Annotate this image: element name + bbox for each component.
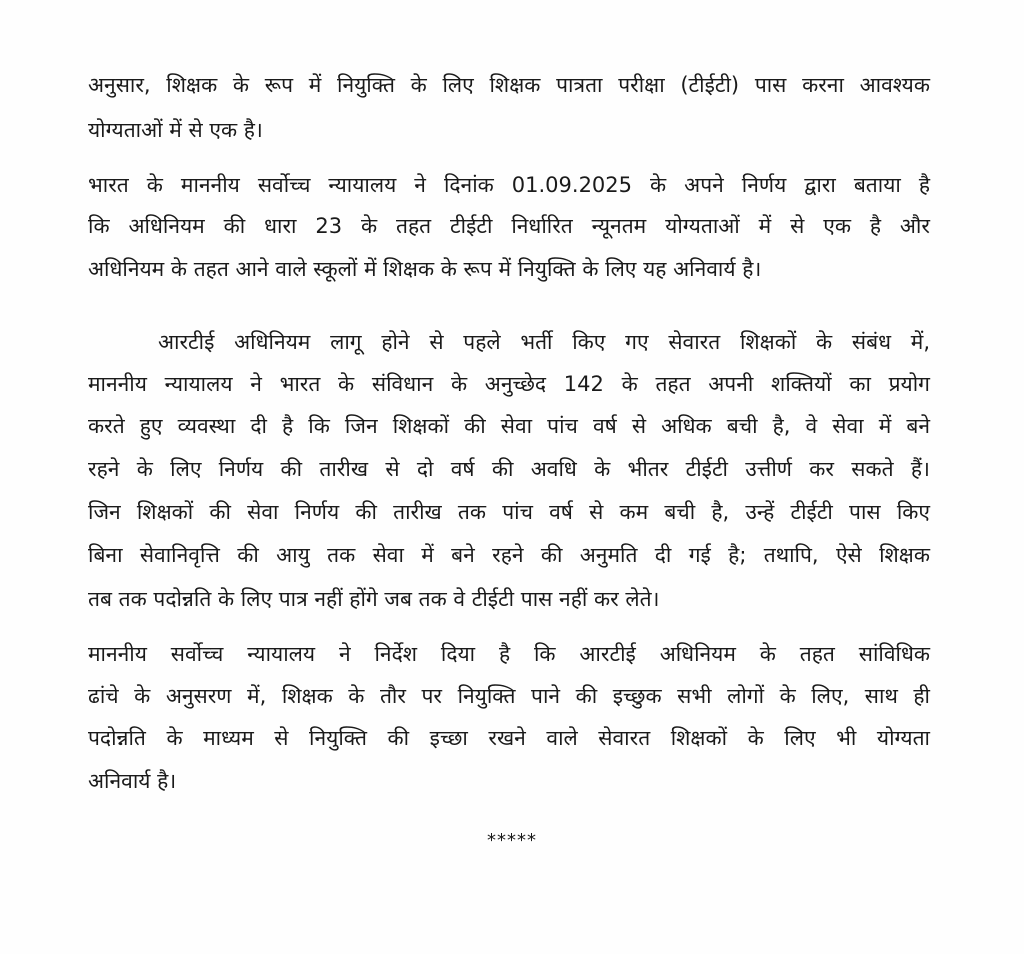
end-marker: ***** <box>487 830 537 851</box>
paragraph-3-line-4: रहने के लिए निर्णय की तारीख से दो वर्ष की अवधि के भीतर टीईटी उत्तीर्ण कर सकते हैं। <box>88 457 930 481</box>
paragraph-4-line-2: ढांचे के अनुसरण में, शिक्षक के तौर पर नियुक्ति पाने की इच्छुक सभी लोगों के लिए, साथ ही <box>88 684 930 708</box>
paragraph-2-line-2: कि अधिनियम की धारा 23 के तहत टीईटी निर्धारित न्यूनतम योग्यताओं में से एक है और <box>88 214 930 238</box>
paragraph-3-line-5: जिन शिक्षकों की सेवा निर्णय की तारीख तक पांच वर्ष से कम बची है, उन्हें टीईटी पास किए <box>88 500 930 524</box>
paragraph-4-line-4: अनिवार्य है। <box>88 769 177 793</box>
paragraph-1-line-1: अनुसार, शिक्षक के रूप में नियुक्ति के लिए शिक्षक पात्रता परीक्षा (टीईटी) पास करना आवश्यक <box>88 73 930 97</box>
paragraph-3-line-6: बिना सेवानिवृत्ति की आयु तक सेवा में बने रहने की अनुमति दी गई है; तथापि, ऐसे शिक्षक <box>88 543 930 567</box>
paragraph-3-line-3: करते हुए व्यवस्था दी है कि जिन शिक्षकों की सेवा पांच वर्ष से अधिक बची है, वे सेवा में बने <box>88 414 930 438</box>
paragraph-4-line-3: पदोन्नति के माध्यम से नियुक्ति की इच्छा रखने वाले सेवारत शिक्षकों के लिए भी योग्यता <box>88 726 930 750</box>
paragraph-3-line-7: तब तक पदोन्नति के लिए पात्र नहीं होंगे जब तक वे टीईटी पास नहीं कर लेते। <box>88 587 660 611</box>
paragraph-3-line-2: माननीय न्यायालय ने भारत के संविधान के अनुच्छेद 142 के तहत अपनी शक्तियों का प्रयोग <box>88 372 930 396</box>
paragraph-1-line-2: योग्यताओं में से एक है। <box>88 118 263 142</box>
paragraph-2-line-3: अधिनियम के तहत आने वाले स्कूलों में शिक्षक के रूप में नियुक्ति के लिए यह अनिवार्य है। <box>88 257 762 281</box>
paragraph-2-line-1: भारत के माननीय सर्वोच्च न्यायालय ने दिनांक 01.09.2025 के अपने निर्णय द्वारा बताया है <box>88 173 930 197</box>
paragraph-3-line-1: आरटीई अधिनियम लागू होने से पहले भर्ती किए गए सेवारत शिक्षकों के संबंध में, <box>158 330 930 354</box>
paragraph-4-line-1: माननीय सर्वोच्च न्यायालय ने निर्देश दिया है कि आरटीई अधिनियम के तहत सांविधिक <box>88 642 930 666</box>
